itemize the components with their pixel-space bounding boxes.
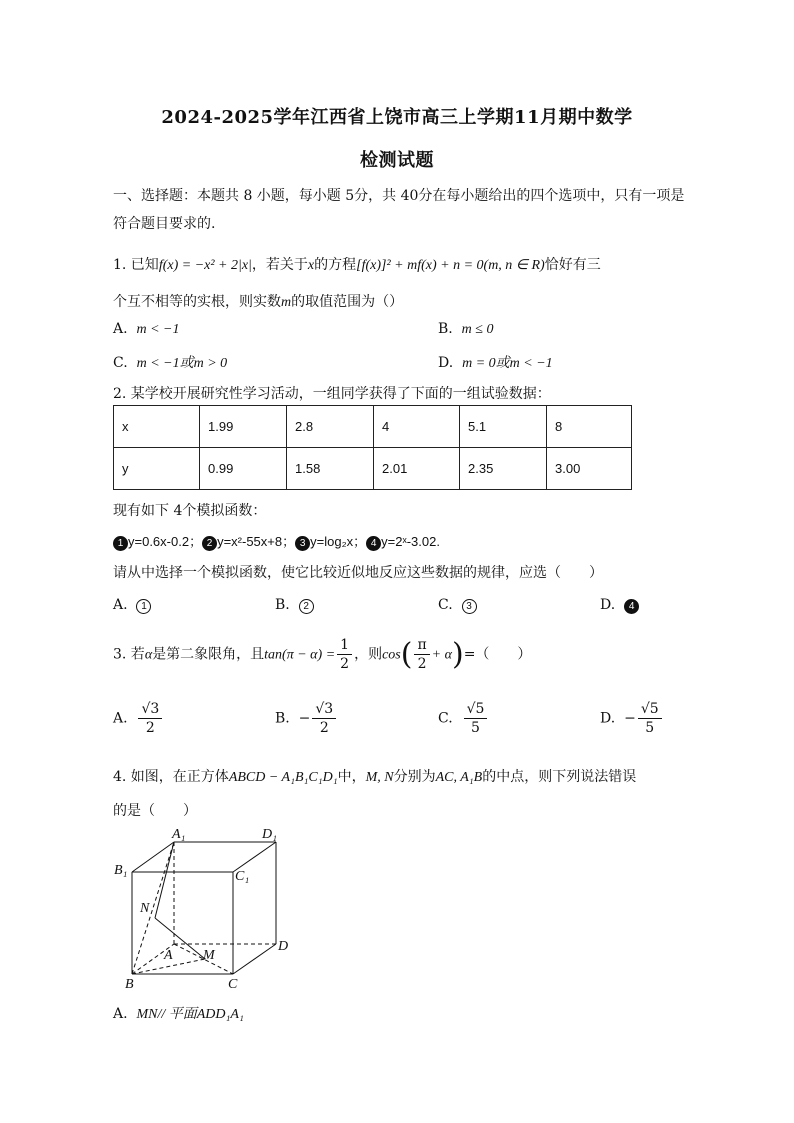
fraction-numerator: √5 bbox=[464, 700, 488, 719]
q1-mid2: 的方程 bbox=[314, 257, 357, 273]
q4-stem-line1 bbox=[113, 766, 636, 786]
q3-tan-fraction bbox=[337, 636, 352, 673]
cube-edge bbox=[233, 944, 276, 974]
q3-mid2: ，则 bbox=[354, 646, 383, 663]
q4-mn: M, N bbox=[365, 770, 394, 785]
q1-option-d-text: m = 0或m < −1 bbox=[462, 356, 553, 371]
q2-option-b-label: B. bbox=[275, 597, 290, 613]
cube-edge bbox=[233, 842, 276, 872]
q1-number: 1. 已知 bbox=[113, 257, 159, 273]
q1-mid: ，若关于 bbox=[251, 257, 308, 273]
q1-option-b-label: B. bbox=[438, 321, 453, 337]
q3-option-c-fraction bbox=[464, 700, 488, 737]
table-row bbox=[114, 406, 632, 448]
q2-model-3: y=log₂x； bbox=[310, 534, 367, 549]
circled-four-icon: 4 bbox=[624, 599, 639, 614]
table-row bbox=[114, 448, 632, 490]
q1-function: f(x) = −x² + 2|x| bbox=[158, 258, 252, 273]
q2-model-2: y=x²-55x+8； bbox=[217, 534, 296, 549]
q2-option-b[interactable] bbox=[275, 597, 314, 614]
label-a1: A₁ bbox=[172, 827, 186, 842]
fraction-numerator: √3 bbox=[312, 700, 336, 719]
q2-option-c-label: C. bbox=[438, 597, 453, 613]
q3-cos-fraction bbox=[414, 636, 429, 673]
q3-option-c-label: C. bbox=[438, 710, 453, 727]
label-d1: D₁ bbox=[262, 827, 277, 842]
table-cell: 1.58 bbox=[287, 448, 374, 490]
table-cell: 1.99 bbox=[200, 406, 287, 448]
table-cell: 2.35 bbox=[460, 448, 547, 490]
q4-stem-a: 4. 如图，在正方体 bbox=[113, 769, 229, 785]
circled-three-icon: 3 bbox=[295, 536, 310, 551]
q1-line2a: 个互不相等的实根，则实数 bbox=[113, 294, 281, 310]
fraction-denominator: 2 bbox=[340, 656, 350, 672]
circled-three-icon: 3 bbox=[462, 599, 477, 614]
q1-option-a-text: m < −1 bbox=[136, 322, 180, 337]
q1-line2-var: m bbox=[281, 295, 292, 310]
q3-option-d-fraction bbox=[638, 700, 662, 737]
q4-cube: ABCD − A₁B₁C₁D₁ bbox=[228, 770, 338, 785]
q3-option-a-fraction bbox=[138, 700, 162, 737]
q4-option-a[interactable] bbox=[113, 1003, 244, 1023]
q1-option-c-label: C. bbox=[113, 355, 128, 371]
table-cell: 2.8 bbox=[287, 406, 374, 448]
table-cell: x bbox=[114, 406, 200, 448]
q2-ask: 请从中选择一个模拟函数，使它比较近似地反应这些数据的规律，应选（ ） bbox=[113, 565, 603, 581]
table-cell: 8 bbox=[547, 406, 632, 448]
q1-option-a[interactable] bbox=[113, 321, 179, 338]
q3-tan: tan(π − α) = bbox=[264, 647, 336, 663]
q3-prefix: 3. 若 bbox=[113, 646, 145, 663]
q2-models-intro: 现有如下 4个模拟函数： bbox=[113, 503, 267, 519]
q1-tail: 恰好有三 bbox=[544, 257, 601, 273]
page-title-line2: 检测试题 bbox=[360, 150, 434, 171]
label-b1: B₁ bbox=[114, 863, 128, 878]
q4-stem-c: 分别为 bbox=[393, 769, 436, 785]
circled-two-icon: 2 bbox=[202, 536, 217, 551]
q1-option-b[interactable] bbox=[438, 321, 493, 338]
label-n: N bbox=[140, 901, 150, 916]
q3-mid: 是第二象限角，且 bbox=[152, 646, 265, 663]
q4-points: AC, A₁B bbox=[435, 770, 483, 785]
q3-alpha: α bbox=[144, 647, 153, 663]
q4-option-a-plane: ADD₁A₁ bbox=[196, 1007, 244, 1022]
circled-four-icon: 4 bbox=[366, 536, 381, 551]
q4-option-a-text: MN// 平面 bbox=[136, 1007, 197, 1022]
q3-option-a-label: A. bbox=[113, 710, 128, 727]
q2-option-d[interactable] bbox=[600, 597, 639, 614]
right-paren: ) bbox=[451, 637, 464, 672]
q4-stem-d: 的中点，则下列说法错误 bbox=[482, 769, 637, 785]
q3-option-b[interactable] bbox=[275, 700, 338, 737]
section-instruction-line1: 一、选择题：本题共 8 小题，每小题 5分，共 40分在每小题给出的四个选项中，只有一项是 bbox=[113, 188, 685, 204]
q2-stem: 2. 某学校开展研究性学习活动，一组同学获得了下面的一组试验数据： bbox=[113, 386, 551, 402]
fraction-denominator: 5 bbox=[645, 720, 655, 736]
q3-option-a[interactable] bbox=[113, 700, 164, 737]
q3-option-b-label: B. bbox=[275, 710, 290, 727]
q3-cos: cos bbox=[382, 647, 401, 663]
q2-option-c[interactable] bbox=[438, 597, 477, 614]
circled-two-icon: 2 bbox=[299, 599, 314, 614]
q3-option-d-label: D. bbox=[600, 710, 616, 727]
q4-option-a-label: A. bbox=[113, 1006, 128, 1022]
fraction-denominator: 5 bbox=[471, 720, 480, 736]
fraction-denominator: 2 bbox=[319, 720, 329, 736]
q4-stem-line2: 的是（ ） bbox=[113, 803, 197, 819]
fraction-numerator: π bbox=[414, 636, 429, 655]
fraction-denominator: 2 bbox=[145, 720, 155, 736]
table-cell: 0.99 bbox=[200, 448, 287, 490]
q1-stem-line1 bbox=[113, 254, 601, 274]
q3-option-c[interactable] bbox=[438, 700, 489, 737]
circled-one-icon: 1 bbox=[136, 599, 151, 614]
section-instruction-line2: 符合题目要求的. bbox=[113, 216, 216, 232]
fraction-numerator: √3 bbox=[138, 700, 162, 719]
circled-one-icon: 1 bbox=[113, 536, 128, 551]
q1-option-a-label: A. bbox=[113, 321, 128, 337]
q1-option-c-text: m < −1或m > 0 bbox=[136, 356, 228, 371]
q2-option-d-label: D. bbox=[600, 597, 616, 613]
q2-option-a-label: A. bbox=[113, 597, 128, 613]
page-title-line1: 2024-2025学年江西省上饶市高三上学期11月期中数学 bbox=[161, 107, 633, 128]
q2-model-4: y=2ˣ-3.02. bbox=[381, 534, 440, 549]
table-cell: 3.00 bbox=[547, 448, 632, 490]
fraction-denominator: 2 bbox=[417, 656, 427, 672]
q3-eq-tail: =（ ） bbox=[463, 646, 532, 663]
q3-cos-post: + α bbox=[431, 647, 452, 663]
segment-n-m bbox=[155, 918, 205, 959]
q2-models-line bbox=[113, 531, 440, 551]
label-c1: C₁ bbox=[235, 869, 250, 884]
label-c: C bbox=[228, 977, 238, 992]
q1-equation: [f(x)]² + mf(x) + n = 0(m, n ∈ R) bbox=[356, 258, 545, 273]
q1-option-b-text: m ≤ 0 bbox=[461, 322, 494, 337]
table-cell: 5.1 bbox=[460, 406, 547, 448]
q3-option-d[interactable] bbox=[600, 700, 664, 737]
q3-stem bbox=[113, 636, 531, 673]
cube-figure bbox=[110, 822, 300, 992]
q1-option-c[interactable] bbox=[113, 352, 227, 372]
minus-sign: − bbox=[298, 710, 311, 727]
q2-model-1: y=0.6x-0.2； bbox=[128, 534, 203, 549]
minus-sign: − bbox=[624, 710, 636, 727]
q2-data-table bbox=[113, 405, 632, 490]
table-cell: 2.01 bbox=[374, 448, 460, 490]
label-d: D bbox=[278, 939, 289, 954]
q2-option-a[interactable] bbox=[113, 597, 151, 614]
label-b: B bbox=[125, 977, 134, 992]
table-cell: y bbox=[114, 448, 200, 490]
q1-line2b: 的取值范围为（） bbox=[291, 294, 404, 310]
q1-option-d-label: D. bbox=[438, 355, 454, 371]
table-cell: 4 bbox=[374, 406, 460, 448]
label-a: A bbox=[164, 948, 173, 963]
label-m: M bbox=[203, 948, 215, 963]
q4-stem-b: 中， bbox=[337, 769, 366, 785]
left-paren: ( bbox=[400, 637, 413, 672]
q1-stem-line2 bbox=[113, 291, 403, 311]
q3-option-b-fraction bbox=[312, 700, 336, 737]
fraction-numerator: 1 bbox=[337, 636, 352, 655]
q1-var: x bbox=[307, 258, 315, 273]
fraction-numerator: √5 bbox=[638, 700, 662, 719]
q1-option-d[interactable] bbox=[438, 352, 553, 372]
